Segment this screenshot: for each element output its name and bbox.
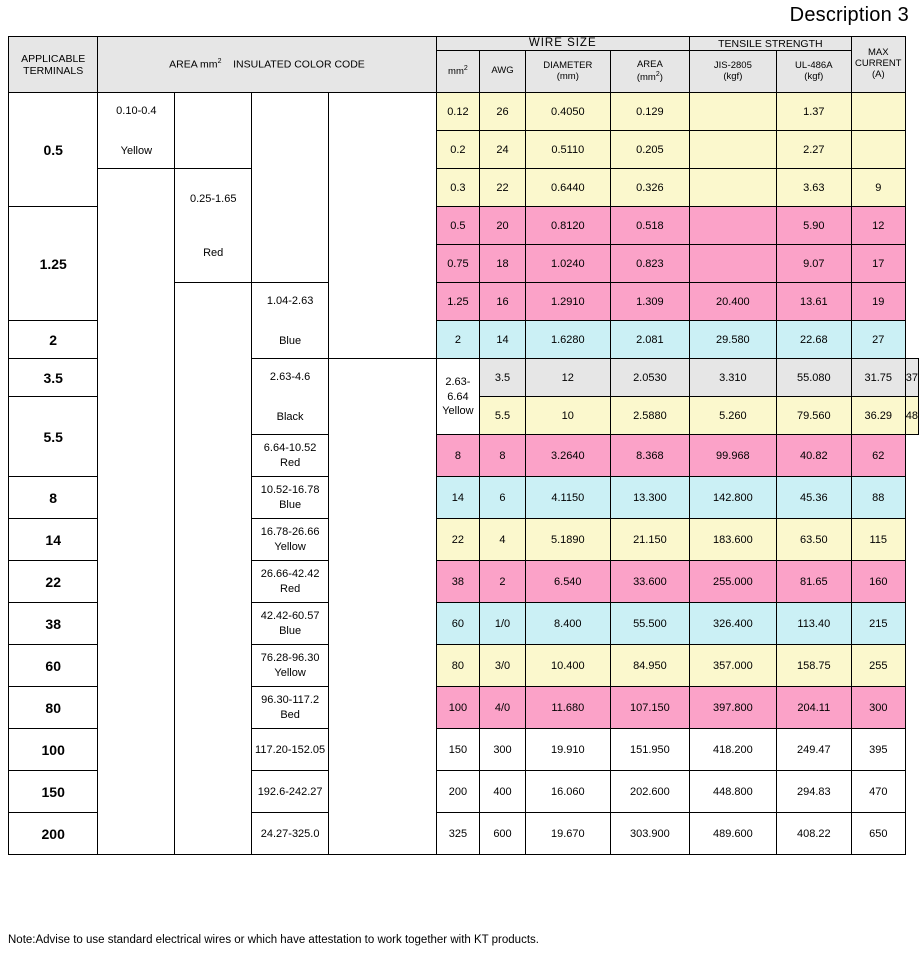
header-sub-diameter: DIAMETER (mm) (525, 51, 610, 93)
cell-ul: 294.83 (776, 771, 851, 813)
cell-diameter: 19.910 (525, 729, 610, 771)
cell-max: 27 (851, 321, 905, 359)
cell-awg: 10 (525, 397, 610, 435)
header-applicable-terminals: APPLICABLE TERMINALS (9, 37, 98, 93)
cell-awg: 1/0 (480, 603, 525, 645)
cell-area: 0.129 (610, 93, 689, 131)
cell-area: 0.326 (610, 169, 689, 207)
cell-awg: 400 (480, 771, 525, 813)
cell-diameter: 16.060 (525, 771, 610, 813)
header-sub-awg: AWG (480, 51, 525, 93)
cell-max: 48 (905, 397, 918, 435)
cell-jis: 55.080 (776, 359, 851, 397)
spacer-cell (98, 169, 175, 855)
cell-max: 9 (851, 169, 905, 207)
color-code-cell (252, 603, 329, 645)
cell-area: 21.150 (610, 519, 689, 561)
cell-area: 5.260 (689, 397, 776, 435)
cell-mm2: 2 (436, 321, 480, 359)
cell-jis: 20.400 (689, 283, 776, 321)
cell-ul: 3.63 (776, 169, 851, 207)
table-row (9, 169, 919, 207)
color-code-color: Yellow (442, 404, 474, 417)
color-code-range: 42.42-60.57 (260, 610, 320, 623)
cell-diameter: 0.5110 (525, 131, 610, 169)
color-code-cell (252, 687, 329, 729)
cell-max: 650 (851, 813, 905, 855)
color-code-color: Yellow (274, 540, 306, 553)
cell-mm2: 200 (436, 771, 480, 813)
cell-area: 1.309 (610, 283, 689, 321)
cell-jis (689, 93, 776, 131)
area-color: Blue (279, 334, 302, 347)
cell-ul: 249.47 (776, 729, 851, 771)
cell-mm2: 60 (436, 603, 480, 645)
cell-area: 2.081 (610, 321, 689, 359)
header-max-current: MAX CURRENT (A) (851, 37, 905, 93)
color-code-range: 96.30-117.2 (261, 694, 320, 707)
header-sub-area: AREA $(mm^2)$ (610, 51, 689, 93)
cell-diameter: 2.5880 (610, 397, 689, 435)
area-color: Yellow (120, 144, 153, 157)
cell-jis: 142.800 (689, 477, 776, 519)
cell-awg: 12 (525, 359, 610, 397)
header-tensile-strength: TENSILE STRENGTH (689, 37, 851, 51)
cell-ul: 408.22 (776, 813, 851, 855)
cell-awg: 4 (480, 519, 525, 561)
cell-max: 215 (851, 603, 905, 645)
cell-jis (689, 131, 776, 169)
table-header (9, 37, 919, 93)
cell-jis: 183.600 (689, 519, 776, 561)
cell-max (851, 131, 905, 169)
spacer-cell (175, 93, 252, 169)
color-code-cell (436, 359, 480, 435)
color-code-cell (252, 519, 329, 561)
cell-awg: 2 (480, 561, 525, 603)
cell-diameter: 10.400 (525, 645, 610, 687)
cell-diameter: 0.4050 (525, 93, 610, 131)
header-wire-size: WIRE SIZE (436, 37, 689, 51)
terminal-label: 0.5 (9, 93, 98, 207)
cell-area: 84.950 (610, 645, 689, 687)
cell-diameter: 0.6440 (525, 169, 610, 207)
cell-ul: 81.65 (776, 561, 851, 603)
header-sub-ul: UL-486A (kgf) (776, 51, 851, 93)
cell-awg: 26 (480, 93, 525, 131)
cell-area: 0.205 (610, 131, 689, 169)
cell-mm2: 0.12 (436, 93, 480, 131)
terminal-label: 150 (9, 771, 98, 813)
cell-awg: 16 (480, 283, 525, 321)
cell-ul: 2.27 (776, 131, 851, 169)
cell-max: 19 (851, 283, 905, 321)
cell-jis: 326.400 (689, 603, 776, 645)
cell-max: 395 (851, 729, 905, 771)
terminal-label: 200 (9, 813, 98, 855)
table-body (9, 93, 919, 855)
cell-jis (689, 169, 776, 207)
terminal-label: 5.5 (9, 397, 98, 477)
cell-max (851, 93, 905, 131)
cell-awg: 18 (480, 245, 525, 283)
page-title: Description 3 (789, 4, 909, 26)
cell-ul: 5.90 (776, 207, 851, 245)
cell-diameter: 4.1150 (525, 477, 610, 519)
header-sub-jis: JIS-2805 (kgf) (689, 51, 776, 93)
color-code-range: 10.52-16.78 (260, 484, 320, 497)
cell-ul: 13.61 (776, 283, 851, 321)
cell-diameter: 6.540 (525, 561, 610, 603)
cell-max: 88 (851, 477, 905, 519)
cell-mm2: 100 (436, 687, 480, 729)
cell-diameter: 2.0530 (610, 359, 689, 397)
color-code-cell (252, 435, 329, 477)
cell-area: 151.950 (610, 729, 689, 771)
wire-spec-table (8, 36, 919, 855)
header-sub-mm2: $mm^2$ (436, 51, 480, 93)
cell-diameter: 1.0240 (525, 245, 610, 283)
color-code-range: 6.64-10.52 (263, 442, 317, 455)
cell-jis: 79.560 (776, 397, 851, 435)
cell-awg: 4/0 (480, 687, 525, 729)
cell-jis: 418.200 (689, 729, 776, 771)
cell-jis: 448.800 (689, 771, 776, 813)
color-code-color: Yellow (274, 666, 306, 679)
area-range-cell (175, 169, 252, 283)
cell-ul: 113.40 (776, 603, 851, 645)
area-range: 0.10-0.4 (116, 104, 157, 117)
spacer-cell (175, 283, 252, 855)
area-range: 2.63-4.6 (269, 370, 311, 383)
color-code-color: Red (280, 456, 301, 469)
cell-jis (689, 245, 776, 283)
cell-awg: 8 (480, 435, 525, 477)
cell-mm2: 8 (436, 435, 480, 477)
area-range: 1.04-2.63 (266, 294, 314, 307)
area-color: Red (203, 246, 224, 259)
cell-ul: 63.50 (776, 519, 851, 561)
spacer-cell (252, 93, 329, 283)
terminal-label: 1.25 (9, 207, 98, 321)
cell-area: 303.900 (610, 813, 689, 855)
cell-diameter: 11.680 (525, 687, 610, 729)
cell-jis: 397.800 (689, 687, 776, 729)
area-color: Black (276, 410, 304, 423)
cell-diameter: 1.6280 (525, 321, 610, 359)
color-code-cell (252, 477, 329, 519)
cell-mm2: 150 (436, 729, 480, 771)
color-code-range: 117.20-152.05 (255, 743, 326, 756)
cell-awg: 14 (480, 321, 525, 359)
cell-mm2: 5.5 (480, 397, 525, 435)
cell-jis: 99.968 (689, 435, 776, 477)
cell-awg: 22 (480, 169, 525, 207)
color-code-cell (252, 813, 329, 855)
cell-mm2: 80 (436, 645, 480, 687)
color-code-range: 16.78-26.66 (260, 526, 320, 539)
color-code-range: 192.6-242.27 (257, 785, 323, 798)
cell-mm2: 1.25 (436, 283, 480, 321)
cell-mm2: 0.2 (436, 131, 480, 169)
cell-area: 0.518 (610, 207, 689, 245)
cell-ul: 158.75 (776, 645, 851, 687)
area-range-cell (252, 359, 329, 435)
cell-jis: 357.000 (689, 645, 776, 687)
area-range-cell (252, 283, 329, 359)
cell-mm2: 0.5 (436, 207, 480, 245)
cell-ul: 1.37 (776, 93, 851, 131)
cell-ul: 45.36 (776, 477, 851, 519)
cell-diameter: 0.8120 (525, 207, 610, 245)
color-code-cell (252, 729, 329, 771)
cell-max: 255 (851, 645, 905, 687)
cell-area: 0.823 (610, 245, 689, 283)
cell-jis (689, 207, 776, 245)
color-code-color: Blue (279, 498, 302, 511)
terminal-label: 80 (9, 687, 98, 729)
cell-mm2: 22 (436, 519, 480, 561)
spacer-cell (329, 93, 436, 359)
cell-max: 17 (851, 245, 905, 283)
cell-diameter: 8.400 (525, 603, 610, 645)
cell-awg: 24 (480, 131, 525, 169)
cell-max: 115 (851, 519, 905, 561)
cell-area: 55.500 (610, 603, 689, 645)
cell-jis: 489.600 (689, 813, 776, 855)
cell-diameter: 19.670 (525, 813, 610, 855)
color-code-cell (252, 561, 329, 603)
cell-mm2: 0.75 (436, 245, 480, 283)
cell-mm2: 38 (436, 561, 480, 603)
cell-awg: 3/0 (480, 645, 525, 687)
cell-mm2: 14 (436, 477, 480, 519)
color-code-color: Red (280, 582, 301, 595)
cell-ul: 9.07 (776, 245, 851, 283)
color-code-range: 2.63-6.64 (445, 376, 471, 403)
terminal-label: 22 (9, 561, 98, 603)
cell-ul: 36.29 (851, 397, 905, 435)
terminal-label: 14 (9, 519, 98, 561)
cell-awg: 600 (480, 813, 525, 855)
cell-max: 300 (851, 687, 905, 729)
spacer-cell (329, 359, 436, 855)
color-code-range: 26.66-42.42 (260, 568, 320, 581)
cell-area: 3.310 (689, 359, 776, 397)
terminal-label: 2 (9, 321, 98, 359)
cell-area: 8.368 (610, 435, 689, 477)
color-code-range: 24.27-325.0 (260, 827, 320, 840)
cell-max: 37 (905, 359, 918, 397)
cell-awg: 300 (480, 729, 525, 771)
table-row (9, 93, 919, 131)
footer-note: Note:Advise to use standard electrical wires or which have attestation to work together with KT products. (8, 934, 539, 946)
cell-diameter: 5.1890 (525, 519, 610, 561)
cell-ul: 204.11 (776, 687, 851, 729)
color-code-cell (252, 645, 329, 687)
color-code-range: 76.28-96.30 (260, 652, 320, 665)
cell-area: 33.600 (610, 561, 689, 603)
terminal-label: 60 (9, 645, 98, 687)
color-code-color: Bed (280, 708, 300, 721)
color-code-color: Blue (279, 624, 302, 637)
cell-ul: 22.68 (776, 321, 851, 359)
cell-mm2: 0.3 (436, 169, 480, 207)
cell-area: 202.600 (610, 771, 689, 813)
cell-diameter: 3.2640 (525, 435, 610, 477)
area-range: 0.25-1.65 (189, 192, 237, 205)
cell-jis: 255.000 (689, 561, 776, 603)
cell-awg: 20 (480, 207, 525, 245)
cell-ul: 31.75 (851, 359, 905, 397)
cell-max: 62 (851, 435, 905, 477)
cell-diameter: 1.2910 (525, 283, 610, 321)
cell-jis: 29.580 (689, 321, 776, 359)
terminal-label: 8 (9, 477, 98, 519)
color-code-cell (252, 771, 329, 813)
terminal-label: 100 (9, 729, 98, 771)
cell-max: 160 (851, 561, 905, 603)
cell-ul: 40.82 (776, 435, 851, 477)
cell-area: 107.150 (610, 687, 689, 729)
cell-mm2: 3.5 (480, 359, 525, 397)
terminal-label: 38 (9, 603, 98, 645)
header-area-color: AREA $mm^2$ INSULATED COLOR CODE (98, 37, 436, 93)
terminal-label: 3.5 (9, 359, 98, 397)
cell-area: 13.300 (610, 477, 689, 519)
cell-awg: 6 (480, 477, 525, 519)
area-range-cell (98, 93, 175, 169)
cell-max: 12 (851, 207, 905, 245)
cell-max: 470 (851, 771, 905, 813)
cell-mm2: 325 (436, 813, 480, 855)
